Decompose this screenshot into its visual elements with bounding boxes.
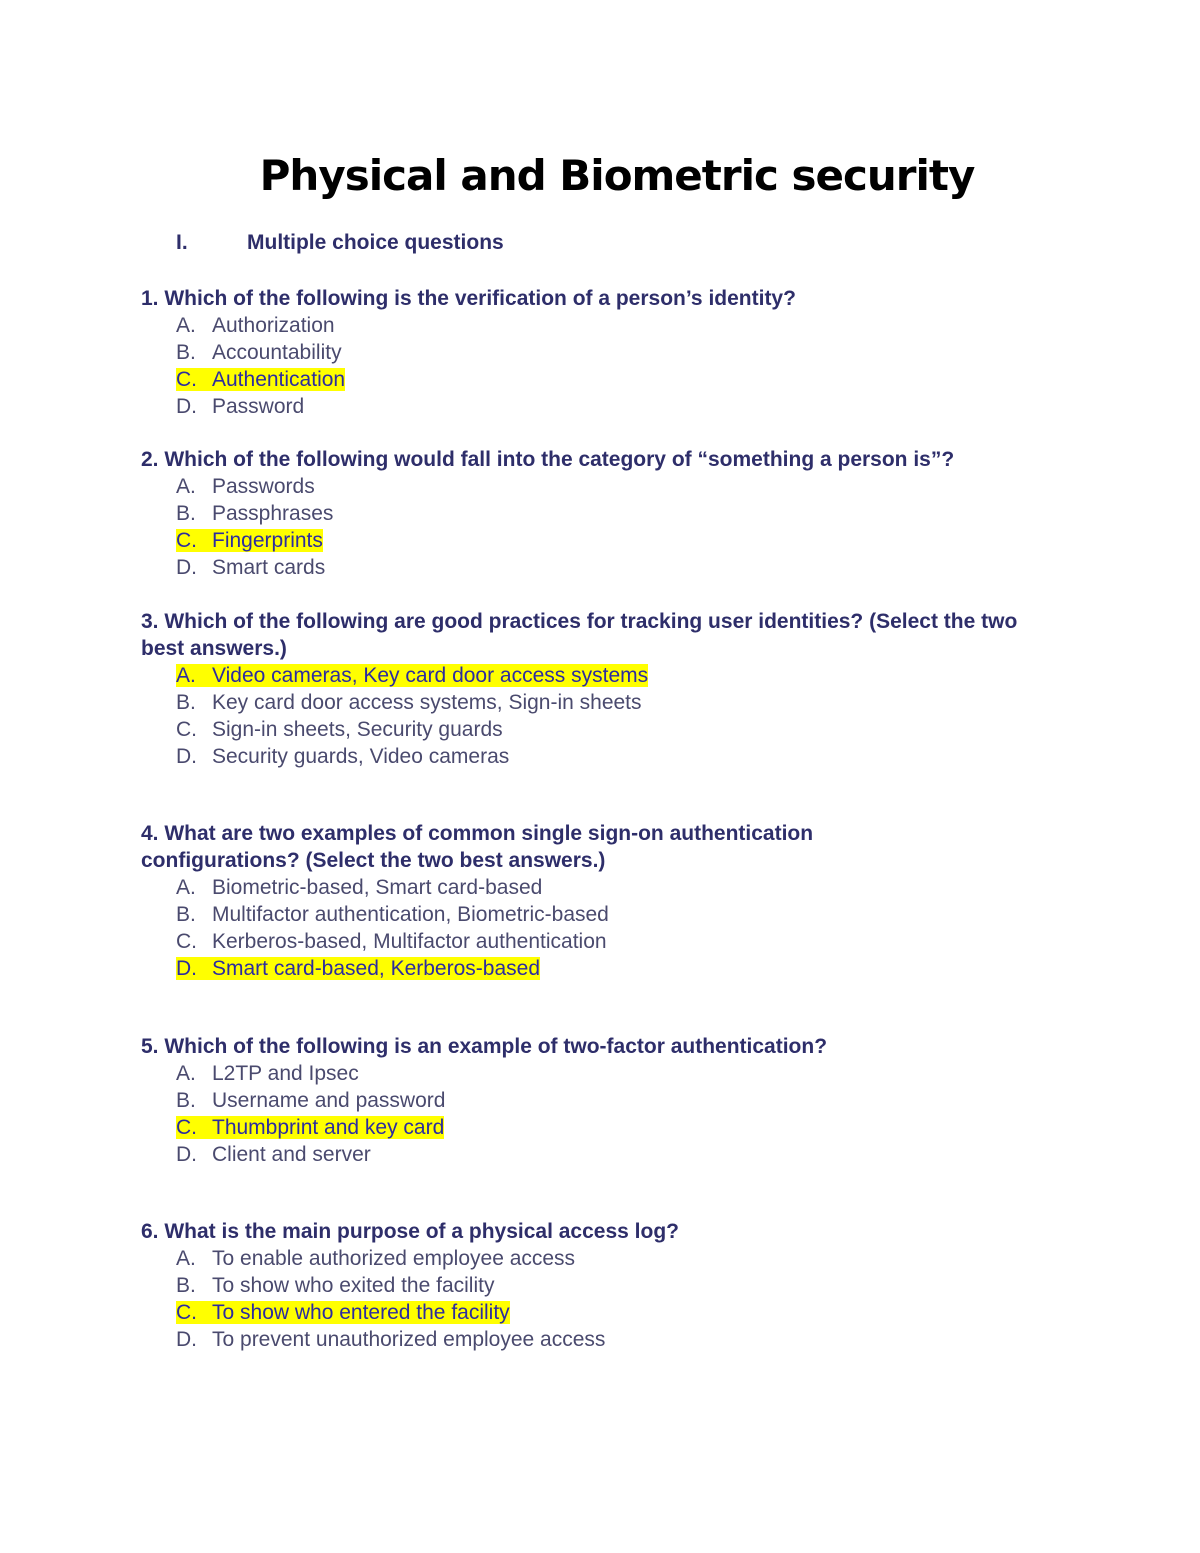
option-letter: C. xyxy=(176,930,197,953)
option-d xyxy=(176,1141,1051,1168)
option-b xyxy=(176,901,931,928)
option-text: L2TP and Ipsec xyxy=(212,1062,359,1085)
question-text: 5. Which of the following is an example of two-factor authentication? xyxy=(141,1035,828,1058)
option-letter: B. xyxy=(176,341,196,364)
option-text: Kerberos-based, Multifactor authentication xyxy=(212,930,607,953)
option-letter: B. xyxy=(176,1089,196,1112)
option-text: To show who exited the facility xyxy=(212,1274,495,1297)
option-letter: B. xyxy=(176,502,196,525)
option-a xyxy=(176,874,931,901)
option-a xyxy=(176,1060,1051,1087)
option-text: Security guards, Video cameras xyxy=(212,745,510,768)
option-letter: A. xyxy=(176,314,196,337)
answer-highlight xyxy=(176,664,648,687)
option-text: Biometric-based, Smart card-based xyxy=(212,876,543,899)
question-5 xyxy=(141,1033,1051,1168)
option-letter: B. xyxy=(176,903,196,926)
option-letter: D. xyxy=(176,1328,197,1351)
question-1 xyxy=(141,285,1051,420)
option-a xyxy=(176,1245,1051,1272)
option-a xyxy=(176,473,1051,500)
option-text: Smart card-based, Kerberos-based xyxy=(212,957,540,980)
option-letter: C. xyxy=(176,1116,197,1139)
option-letter: C. xyxy=(176,529,197,552)
document-title: Physical and Biometric security xyxy=(259,151,975,200)
answer-highlight xyxy=(176,529,323,552)
option-d xyxy=(176,1326,1051,1353)
question-text: 3. Which of the following are good practices for tracking user identities? (Select the two best answers.) xyxy=(141,610,1018,660)
option-letter: D. xyxy=(176,957,197,980)
answer-highlight xyxy=(176,1116,444,1139)
option-b xyxy=(176,689,1051,716)
options-list xyxy=(141,1060,1051,1168)
option-d xyxy=(176,554,1051,581)
option-b xyxy=(176,339,1051,366)
option-letter: C. xyxy=(176,718,197,741)
answer-highlight xyxy=(176,1301,510,1324)
option-text: Key card door access systems, Sign-in sheets xyxy=(212,691,642,714)
option-text: Multifactor authentication, Biometric-based xyxy=(212,903,609,926)
question-text: 6. What is the main purpose of a physical access log? xyxy=(141,1220,679,1243)
option-a xyxy=(176,312,1051,339)
option-c xyxy=(176,928,931,955)
option-text: Sign-in sheets, Security guards xyxy=(212,718,503,741)
option-letter: D. xyxy=(176,395,197,418)
option-text: Thumbprint and key card xyxy=(212,1116,445,1139)
section-heading xyxy=(176,229,504,257)
option-letter: C. xyxy=(176,1301,197,1324)
option-c xyxy=(176,716,1051,743)
option-letter: D. xyxy=(176,745,197,768)
option-d xyxy=(176,743,1051,770)
question-text: 4. What are two examples of common single sign-on authentication configurations? (Select the two best answers.) xyxy=(141,822,814,872)
options-list xyxy=(141,473,1051,581)
option-c-correct xyxy=(176,366,1051,393)
option-c-correct xyxy=(176,1299,1051,1326)
options-list xyxy=(141,662,1051,770)
option-letter: A. xyxy=(176,1247,196,1270)
question-2 xyxy=(141,446,1051,581)
option-a-correct xyxy=(176,662,1051,689)
option-text: Fingerprints xyxy=(212,529,323,552)
option-letter: A. xyxy=(176,475,196,498)
option-letter: D. xyxy=(176,556,197,579)
question-6 xyxy=(141,1218,1051,1353)
option-text: To show who entered the facility xyxy=(212,1301,510,1324)
option-b xyxy=(176,500,1051,527)
options-list xyxy=(141,312,1051,420)
question-3 xyxy=(141,608,1051,770)
option-text: Accountability xyxy=(212,341,342,364)
options-list xyxy=(141,1245,1051,1353)
option-text: Passphrases xyxy=(212,502,334,525)
option-text: Password xyxy=(212,395,305,418)
question-text: 1. Which of the following is the verification of a person’s identity? xyxy=(141,287,796,310)
option-text: Username and password xyxy=(212,1089,446,1112)
answer-highlight xyxy=(176,957,540,980)
question-text: 2. Which of the following would fall into the category of “something a person is”? xyxy=(141,448,955,471)
answer-highlight xyxy=(176,368,345,391)
option-text: Smart cards xyxy=(212,556,326,579)
option-text: To enable authorized employee access xyxy=(212,1247,576,1270)
option-text: Client and server xyxy=(212,1143,371,1166)
option-text: Video cameras, Key card door access systems xyxy=(212,664,649,687)
option-letter: B. xyxy=(176,1274,196,1297)
option-letter: A. xyxy=(176,1062,196,1085)
section-number: I. xyxy=(176,231,188,254)
option-b xyxy=(176,1087,1051,1114)
option-c-correct xyxy=(176,527,1051,554)
option-text: Authentication xyxy=(212,368,346,391)
option-d-correct xyxy=(176,955,931,982)
question-4 xyxy=(141,820,931,982)
section-heading-text: Multiple choice questions xyxy=(247,231,504,254)
option-letter: B. xyxy=(176,691,196,714)
option-letter: C. xyxy=(176,368,197,391)
option-letter: D. xyxy=(176,1143,197,1166)
option-text: To prevent unauthorized employee access xyxy=(212,1328,606,1351)
option-d xyxy=(176,393,1051,420)
options-list xyxy=(141,874,931,982)
option-text: Authorization xyxy=(212,314,335,337)
option-text: Passwords xyxy=(212,475,315,498)
option-letter: A. xyxy=(176,876,196,899)
option-b xyxy=(176,1272,1051,1299)
option-c-correct xyxy=(176,1114,1051,1141)
option-letter: A. xyxy=(176,664,196,687)
